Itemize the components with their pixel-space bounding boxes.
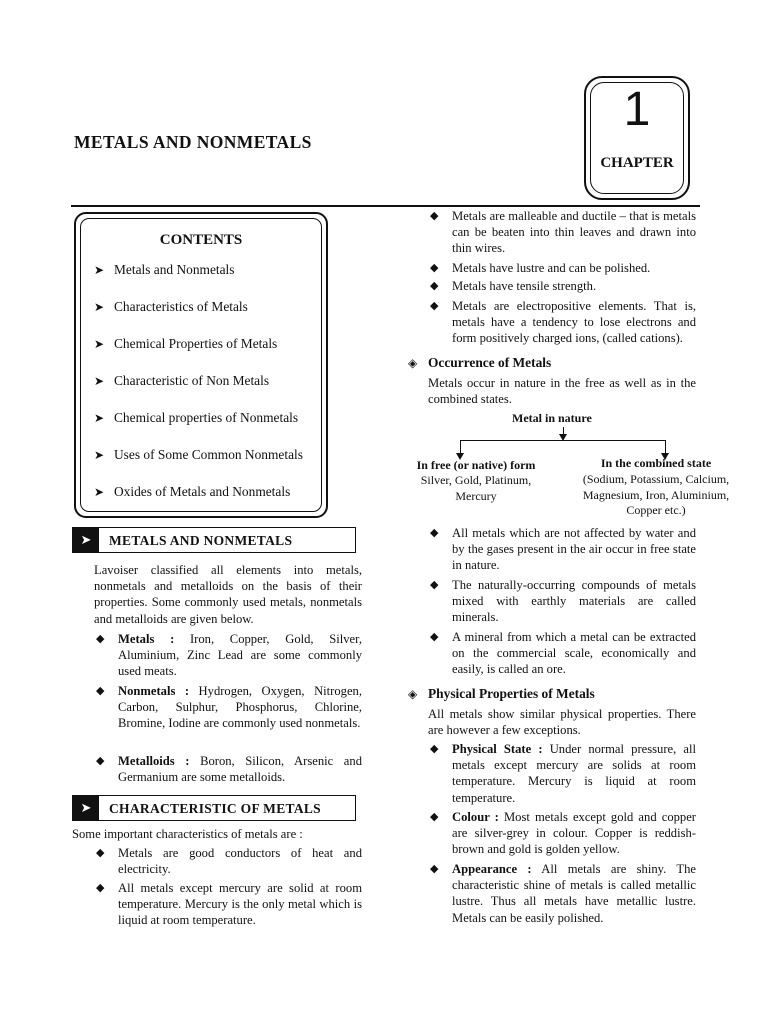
bullet-text: Metals are electropositive elements. That is, metals have a tendency to lose electrons and form positively charged ions, (called cations).: [452, 299, 696, 346]
diamond-bullet-icon: ◆: [430, 631, 439, 643]
diagram-left-text: Silver, Gold, Platinum, Mercury: [420, 473, 532, 503]
arrow-icon: ➤: [94, 485, 105, 499]
diamond-bullet-icon: ◆: [96, 633, 105, 645]
contents-title: CONTENTS: [159, 232, 243, 248]
diagram-right-text: (Sodium, Potassium, Calcium, Magnesium, Iron, Aluminium, Copper etc.): [582, 472, 730, 517]
section1-intro: Lavoiser classified all elements into metals, nonmetals and metalloids on the basis of their properties. Some commonly used metals, nonmetals and metalloids are given below.: [94, 563, 362, 626]
bullet-term: Physical State :: [452, 742, 543, 756]
arrow-icon: ➤: [94, 337, 105, 351]
bullet-item: [430, 298, 696, 347]
bullet-term: Metals :: [118, 632, 175, 646]
bullet-text: Metals have lustre and can be polished.: [452, 261, 651, 275]
bullet-text: All metals except mercury are solid at room temperature. Mercury is the only metal which is liquid at room temperature.: [118, 881, 362, 928]
header-rule: [71, 205, 700, 207]
arrow-icon: ➤: [94, 411, 105, 425]
bullet-text: All metals which are not affected by water and by the gases present in the air occur in free state in nature.: [452, 526, 696, 573]
contents-item-label: Metals and Nonmetals: [114, 262, 235, 277]
contents-item-label: Chemical properties of Nonmetals: [114, 410, 299, 425]
diamond-bullet-icon: ◆: [96, 685, 105, 697]
bullet-item: [430, 861, 696, 926]
diamond-bullet-icon: ◆: [96, 882, 105, 894]
contents-item-label: Uses of Some Common Nonmetals: [114, 447, 303, 462]
diamond-bullet-icon: ◆: [96, 847, 105, 859]
diamond-bullet-icon: ◆: [430, 210, 439, 222]
bullet-item: [96, 631, 362, 680]
bullet-text: All metals are shiny. The characteristic shine of metals is called metallic lustre. Thus all metals have metallic lustre. Metals can be easily polished.: [452, 862, 696, 925]
diagram-left-title: In free (or native) form: [416, 458, 536, 472]
arrow-icon: ➤: [94, 448, 105, 462]
occurrence-text: Metals occur in nature in the free as well as in the combined states.: [428, 376, 696, 407]
contents-item[interactable]: [94, 336, 277, 352]
bullet-item: [430, 629, 696, 678]
diamond-bullet-icon: ◆: [430, 280, 439, 292]
bullet-text: Iron, Copper, Gold, Silver, Aluminium, Zinc Lead are some commonly used meats.: [118, 632, 362, 679]
diamond-bullet-icon: ◆: [430, 527, 439, 539]
diagram-connector: [460, 440, 461, 454]
bullet-text: Metals are good conductors of heat and electricity.: [118, 846, 362, 877]
bullet-text: Under normal pressure, all metals except mercury are solids at room temperature. Mercury is liquid at room temperature.: [452, 742, 696, 805]
bullet-item: [430, 809, 696, 858]
contents-item[interactable]: [94, 262, 235, 278]
contents-item[interactable]: [94, 299, 248, 315]
chapter-badge: [584, 76, 690, 200]
bullet-item: [96, 880, 362, 929]
diagram-right-title: In the combined state: [600, 456, 712, 470]
contents-item[interactable]: [94, 410, 298, 426]
arrow-icon: ➤: [94, 374, 105, 388]
bullet-item: [96, 683, 362, 732]
diamond-bullet-icon: ◆: [96, 755, 105, 767]
chapter-number: 1: [623, 83, 651, 136]
diamond-bullet-icon: ◆: [430, 811, 439, 823]
contents-box: [74, 212, 328, 518]
contents-item[interactable]: [94, 447, 303, 463]
diamond-outline-icon: ◈: [408, 687, 418, 701]
bullet-term: Appearance :: [452, 862, 532, 876]
arrow-icon: ➤: [94, 263, 105, 277]
bullet-item: [430, 741, 696, 806]
bullet-item: [430, 525, 696, 574]
bullet-item: [96, 753, 362, 785]
bullet-item: [96, 845, 362, 877]
diamond-bullet-icon: ◆: [430, 863, 439, 875]
section-heading: METALS AND NONMETALS: [109, 533, 293, 548]
bullet-text: Metals have tensile strength.: [452, 279, 597, 293]
bullet-item: [430, 208, 696, 257]
bullet-text: A mineral from which a metal can be extracted on the commercial scale, economically and easily, is called an ore.: [452, 630, 696, 677]
bullet-text: Metals are malleable and ductile – that is metals can be beaten into thin leaves and drawn into thin wires.: [452, 209, 696, 256]
section2-intro: Some important characteristics of metals are :: [72, 827, 303, 841]
diagram-connector: [460, 440, 666, 441]
diagram-root: Metal in nature: [512, 411, 592, 425]
diamond-bullet-icon: ◆: [430, 743, 439, 755]
bullet-text: Boron, Silicon, Arsenic and Germanium are some metalloids.: [118, 754, 362, 785]
contents-item-label: Characteristics of Metals: [114, 299, 248, 314]
contents-item[interactable]: [94, 484, 290, 500]
occurrence-heading: [408, 355, 551, 371]
chapter-label: CHAPTER: [600, 155, 674, 171]
contents-item-label: Chemical Properties of Metals: [114, 336, 278, 351]
arrow-icon: ➤: [94, 300, 105, 314]
diamond-bullet-icon: ◆: [430, 300, 439, 312]
physical-heading-label: Physical Properties of Metals: [428, 686, 595, 701]
bullet-item: [430, 577, 696, 626]
bullet-text: Most metals except gold and copper are silver-grey in colour. Copper is reddish-brown and gold is golden yellow.: [452, 810, 696, 857]
diagram-connector: [665, 440, 666, 454]
diamond-outline-icon: ◈: [408, 356, 418, 370]
arrow-icon: ➤: [73, 528, 99, 552]
contents-item[interactable]: [94, 373, 269, 389]
bullet-term: Nonmetals :: [118, 684, 190, 698]
page-title: METALS AND NONMETALS: [74, 132, 312, 152]
contents-item-label: Characteristic of Non Metals: [114, 373, 270, 388]
occurrence-heading-label: Occurrence of Metals: [428, 355, 552, 370]
bullet-item: [430, 278, 696, 294]
section-heading: CHARACTERISTIC OF METALS: [109, 801, 321, 816]
arrow-icon: ➤: [73, 796, 99, 820]
bullet-item: [430, 260, 696, 276]
diamond-bullet-icon: ◆: [430, 262, 439, 274]
section-header-metals-nonmetals: [72, 527, 356, 553]
bullet-term: Metalloids :: [118, 754, 190, 768]
bullet-text: The naturally-occurring compounds of metals mixed with earthly materials are called minerals.: [452, 578, 696, 625]
physical-text: All metals show similar physical properties. There are however a few exceptions.: [428, 707, 696, 738]
diamond-bullet-icon: ◆: [430, 579, 439, 591]
bullet-term: Colour :: [452, 810, 499, 824]
bullet-text: Hydrogen, Oxygen, Nitrogen, Carbon, Sulphur, Phosphorus, Chlorine, Bromine, Iodine are commonly used nonmetals.: [118, 684, 362, 731]
section-header-characteristics: [72, 795, 356, 821]
physical-heading: [408, 686, 595, 702]
contents-item-label: Oxides of Metals and Nonmetals: [114, 484, 291, 499]
